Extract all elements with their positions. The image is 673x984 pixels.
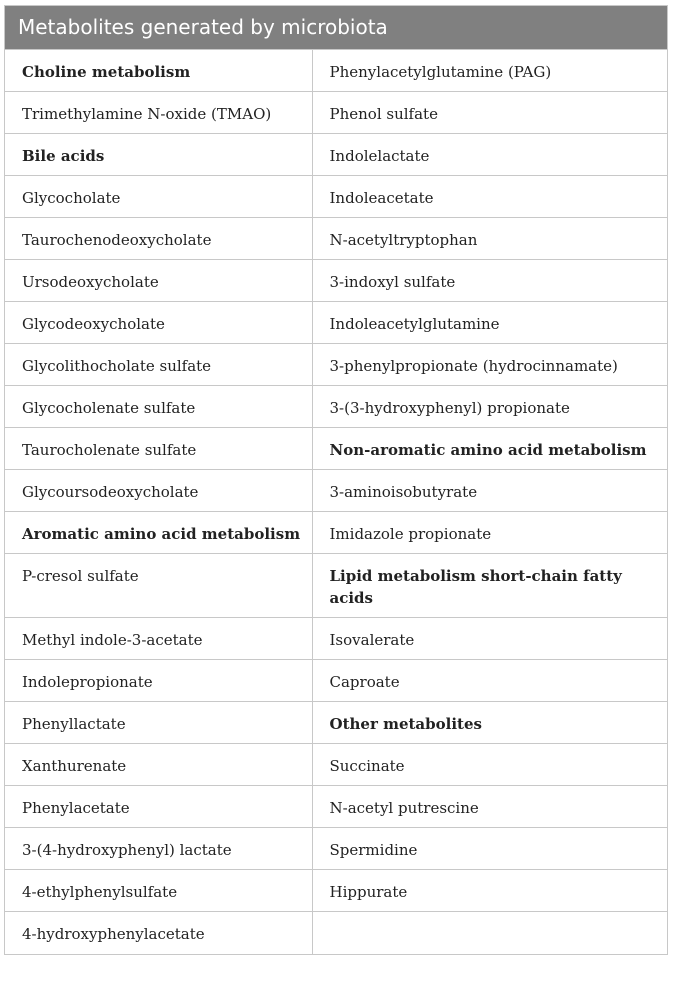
table-cell-left: 3-(4-hydroxyphenyl) lactate [5, 828, 312, 870]
table-cell-left: 4-hydroxyphenylacetate [5, 912, 312, 954]
table-cell-left: Aromatic amino acid metabolism [5, 512, 312, 554]
table-cell-left: Indolepropionate [5, 660, 312, 702]
table-cell-left: Glycoursodeoxycholate [5, 470, 312, 512]
table-row [5, 554, 667, 618]
table-cell-left: Ursodeoxycholate [5, 260, 312, 302]
table-cell-left: Glycolithocholate sulfate [5, 344, 312, 386]
table-row [5, 344, 667, 386]
table-cell-right: Other metabolites [312, 702, 667, 744]
table-row [5, 912, 667, 954]
table-title: Metabolites generated by microbiota [5, 6, 667, 49]
table-row [5, 260, 667, 302]
table-cell-left: Glycocholenate sulfate [5, 386, 312, 428]
table-cell-right: Indolelactate [312, 134, 667, 176]
table-cell-left: Choline metabolism [5, 50, 312, 92]
table-row [5, 512, 667, 554]
metabolites-table [4, 5, 668, 955]
table-row [5, 302, 667, 344]
table-cell-right: 3-aminoisobutyrate [312, 470, 667, 512]
table-row [5, 660, 667, 702]
table-row [5, 176, 667, 218]
table-cell-left: Phenyllactate [5, 702, 312, 744]
table-cell-right: 3-phenylpropionate (hydrocinnamate) [312, 344, 667, 386]
table-cell-right: Non-aromatic amino acid metabolism [312, 428, 667, 470]
table-cell-right: Imidazole propionate [312, 512, 667, 554]
table-row [5, 50, 667, 92]
table-body [5, 49, 667, 954]
table-cell-left: P-cresol sulfate [5, 554, 312, 618]
table-cell-left: Xanthurenate [5, 744, 312, 786]
table-cell-right [312, 912, 667, 954]
table-cell-left: Methyl indole-3-acetate [5, 618, 312, 660]
table-row [5, 470, 667, 512]
table-cell-right: Indoleacetate [312, 176, 667, 218]
table-cell-right: Phenol sulfate [312, 92, 667, 134]
table-cell-right: N-acetyltryptophan [312, 218, 667, 260]
table-cell-right: Phenylacetylglutamine (PAG) [312, 50, 667, 92]
table-cell-right: N-acetyl putrescine [312, 786, 667, 828]
table-cell-left: Bile acids [5, 134, 312, 176]
table-row [5, 828, 667, 870]
table-row [5, 134, 667, 176]
table-cell-right: Isovalerate [312, 618, 667, 660]
table-row [5, 744, 667, 786]
table-cell-left: Taurochenodeoxycholate [5, 218, 312, 260]
table-cell-left: Glycodeoxycholate [5, 302, 312, 344]
table-cell-right: Spermidine [312, 828, 667, 870]
table-row [5, 428, 667, 470]
table-cell-right: Lipid metabolism short-chain fatty acids [312, 554, 667, 618]
table-row [5, 786, 667, 828]
table-row [5, 218, 667, 260]
table-row [5, 702, 667, 744]
table-cell-right: Hippurate [312, 870, 667, 912]
table-row [5, 618, 667, 660]
table-cell-left: Taurocholenate sulfate [5, 428, 312, 470]
table-row [5, 870, 667, 912]
table-cell-right: 3-(3-hydroxyphenyl) propionate [312, 386, 667, 428]
table-cell-right: Succinate [312, 744, 667, 786]
table-row [5, 92, 667, 134]
table-cell-left: Phenylacetate [5, 786, 312, 828]
table-cell-right: Caproate [312, 660, 667, 702]
table-cell-right: Indoleacetylglutamine [312, 302, 667, 344]
table-cell-left: Trimethylamine N-oxide (TMAO) [5, 92, 312, 134]
table-cell-left: Glycocholate [5, 176, 312, 218]
table-cell-left: 4-ethylphenylsulfate [5, 870, 312, 912]
table-cell-right: 3-indoxyl sulfate [312, 260, 667, 302]
table-row [5, 386, 667, 428]
